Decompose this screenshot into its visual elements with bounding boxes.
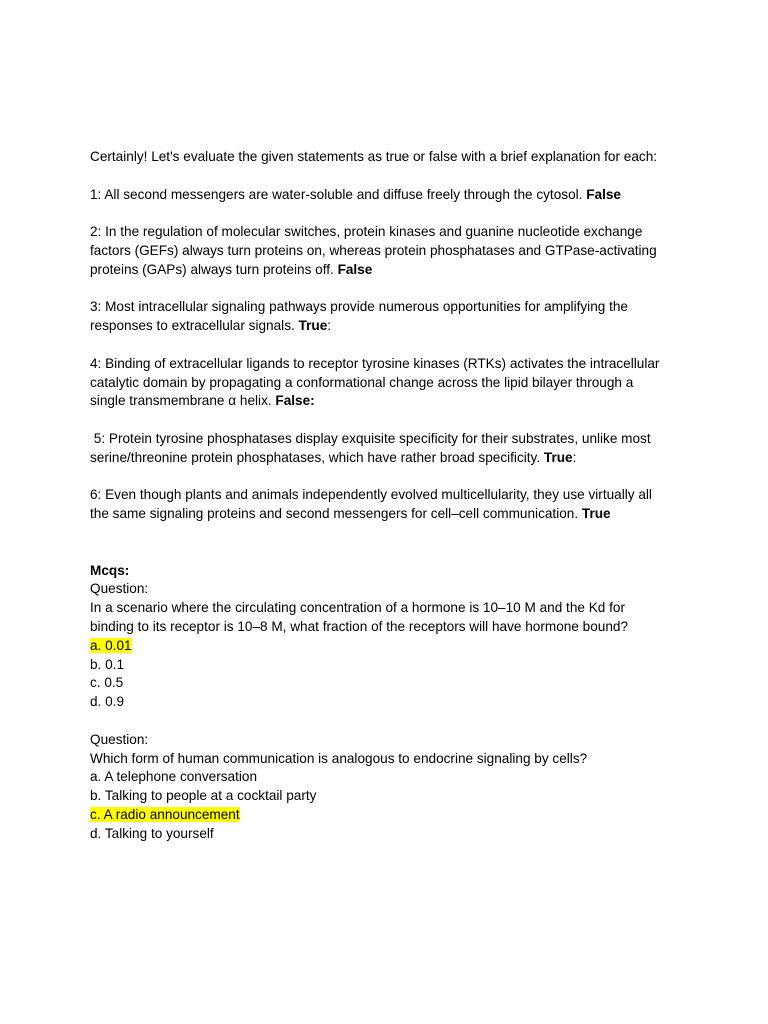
option-a: a. A telephone conversation: [90, 769, 258, 785]
statement-verdict: True: [581, 506, 611, 522]
statement-text: 3: Most intracellular signaling pathways provide numerous opportunities for amplifying the: [90, 299, 628, 315]
option-c: c. 0.5: [90, 675, 124, 691]
mcqs-heading: Mcqs:: [90, 562, 130, 578]
spacer: [90, 543, 680, 562]
statement-text: 5: Protein tyrosine phosphatases display exquisite specificity for their substrates, unlike most: [90, 430, 651, 446]
option-d: d. Talking to yourself: [90, 825, 214, 841]
statement-6: [90, 486, 680, 524]
question-text: In a scenario where the circulating concentration of a hormone is 10–10 M and the Kd for: [90, 600, 626, 616]
statement-4: [90, 355, 680, 411]
option-b: b. 0.1: [90, 656, 125, 672]
statement-text: 2: In the regulation of molecular switches, protein kinases and guanine nucleotide exchange: [90, 224, 643, 240]
statement-text: 1: All second messengers are water-soluble and diffuse freely through the cytosol.: [90, 186, 587, 202]
intro-text: Certainly! Let's evaluate the given statements as true or false with a brief explanation for each:: [90, 149, 658, 164]
statement-verdict: False: [337, 261, 373, 277]
statement-2: [90, 223, 680, 279]
document-body: [90, 148, 680, 862]
question-text: Which form of human communication is analogous to endocrine signaling by cells?: [90, 750, 588, 766]
option-d: d. 0.9: [90, 694, 125, 710]
statement-text: factors (GEFs) always turn proteins on, whereas protein phosphatases and GTPase-activating: [90, 242, 657, 258]
highlighted-answer: a. 0.01: [90, 637, 132, 653]
option-c: [90, 806, 680, 825]
statement-text: serine/threonine protein phosphatases, which have rather broad specificity.: [90, 449, 544, 465]
option-a: [90, 637, 680, 656]
statement-text: 6: Even though plants and animals independently evolved multicellularity, they use virtually all: [90, 487, 652, 503]
option-b: b. Talking to people at a cocktail party: [90, 788, 317, 804]
mcqs-section: [90, 562, 680, 844]
statement-verdict: True: [543, 449, 573, 465]
statement-suffix: :: [572, 449, 577, 465]
statement-suffix: :: [327, 318, 332, 334]
statement-1: [90, 186, 680, 205]
statement-5: [90, 430, 680, 468]
question-label: Question:: [90, 581, 149, 597]
question-2: [90, 731, 680, 844]
statement-text: proteins (GAPs) always turn proteins off.: [90, 261, 338, 277]
question-label: Question:: [90, 731, 149, 747]
statement-text: 4: Binding of extracellular ligands to receptor tyrosine kinases (RTKs) activates the intracellular: [90, 355, 660, 371]
statement-verdict: False:: [275, 393, 315, 409]
statement-verdict: False: [586, 186, 621, 202]
statement-text: responses to extracellular signals.: [90, 318, 299, 334]
statement-verdict: True: [298, 318, 328, 334]
question-1: [90, 580, 680, 712]
statement-text: the same signaling proteins and second messengers for cell–cell communication.: [90, 506, 582, 522]
intro-paragraph: [90, 148, 680, 167]
statement-text: catalytic domain by propagating a conformational change across the lipid bilayer through a: [90, 374, 634, 390]
highlighted-answer: c. A radio announcement: [90, 806, 240, 822]
question-text: binding to its receptor is 10–8 M, what fraction of the receptors will have hormone bound?: [90, 618, 629, 634]
statement-text: single transmembrane α helix.: [90, 393, 276, 409]
statement-3: [90, 298, 680, 336]
